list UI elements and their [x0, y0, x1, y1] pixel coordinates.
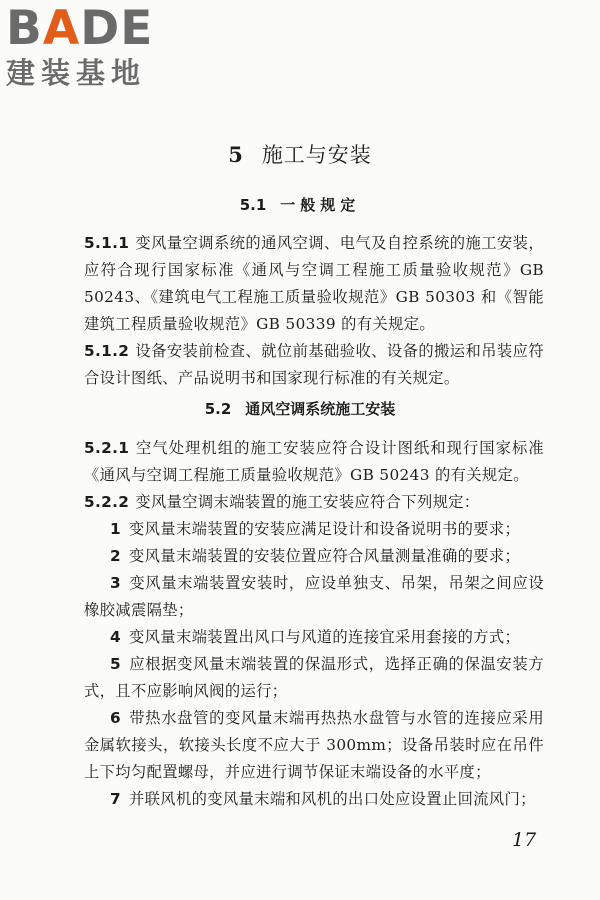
clause-5-1-2	[84, 338, 544, 392]
chapter-title: 施工与安装	[261, 143, 372, 167]
list-item-text: 变风量末端装置的安装应满足设计和设备说明书的要求；	[129, 520, 521, 538]
section-heading-5-1	[0, 193, 600, 217]
list-item-7	[84, 786, 544, 813]
list-item-number: 5	[110, 655, 121, 673]
page-number: 17	[512, 829, 537, 851]
section-number: 5.1	[239, 196, 267, 214]
clause-text: 变风量空调末端装置的施工安装应符合下列规定：	[135, 493, 480, 511]
clause-5-2-2	[84, 489, 544, 516]
clause-number: 5.1.2	[84, 342, 130, 360]
section-title: 一般规定	[280, 196, 361, 214]
clause-text: 设备安装前检查、就位前基础验收、设备的搬运和吊装应符合设计图纸、产品说明书和国家现行标准的有关规定。	[84, 342, 544, 387]
section-heading-5-2	[0, 397, 600, 421]
list-item-number: 2	[110, 547, 121, 565]
list-item-text: 变风量末端装置安装时，应设单独支、吊架，吊架之间应设橡胶减震隔垫；	[84, 574, 544, 619]
clause-number: 5.2.1	[84, 439, 130, 457]
clause-text: 变风量空调系统的通风空调、电气及自控系统的施工安装，应符合现行国家标准《通风与空调工程施工质量验收规范》GB 50243、《建筑电气工程施工质量验收规范》GB 50303 和《智能建筑工程质量验收规范》GB 50339 的有关规定。	[84, 234, 544, 333]
list-item-1	[84, 516, 544, 543]
list-item-text: 变风量末端装置出风口与风道的连接宜采用套接的方式；	[129, 628, 521, 646]
list-item-6	[84, 705, 544, 786]
chapter-heading	[0, 140, 600, 170]
list-item-text: 带热水盘管的变风量末端再热热水盘管与水管的连接应采用金属软接头，软接头长度不应大于 300mm；设备吊装时应在吊件上下均匀配置螺母，并应进行调节保证末端设备的水平度；	[84, 709, 544, 781]
clause-5-1-1	[84, 230, 544, 338]
list-item-5	[84, 651, 544, 705]
clause-number: 5.2.2	[84, 493, 130, 511]
list-item-number: 4	[110, 628, 121, 646]
clause-number: 5.1.1	[84, 234, 130, 252]
list-item-number: 7	[110, 790, 121, 808]
section-number: 5.2	[204, 400, 232, 418]
list-item-4	[84, 624, 544, 651]
list-item-text: 变风量末端装置的安装位置应符合风量测量准确的要求；	[129, 547, 521, 565]
section-title: 通风空调系统施工安装	[245, 400, 396, 418]
clause-text: 空气处理机组的施工安装应符合设计图纸和现行国家标准《通风与空调工程施工质量验收规范》GB 50243 的有关规定。	[84, 439, 544, 484]
chapter-number: 5	[228, 142, 244, 167]
logo-chinese-name: 建装基地	[6, 56, 147, 90]
list-item-text: 应根据变风量末端装置的保温形式，选择正确的保温安装方式，且不应影响风阀的运行；	[84, 655, 544, 700]
list-item-number: 3	[110, 574, 121, 592]
list-item-text: 并联风机的变风量末端和风机的出口处应设置止回流风门；	[129, 790, 536, 808]
logo-accent-letter: A	[42, 1, 81, 56]
clause-5-2-1	[84, 435, 544, 489]
list-item-3	[84, 570, 544, 624]
logo	[6, 1, 176, 90]
list-item-number: 1	[110, 520, 121, 538]
logo-mark: BADE	[6, 1, 154, 56]
list-item-number: 6	[110, 709, 121, 727]
list-item-2	[84, 543, 544, 570]
